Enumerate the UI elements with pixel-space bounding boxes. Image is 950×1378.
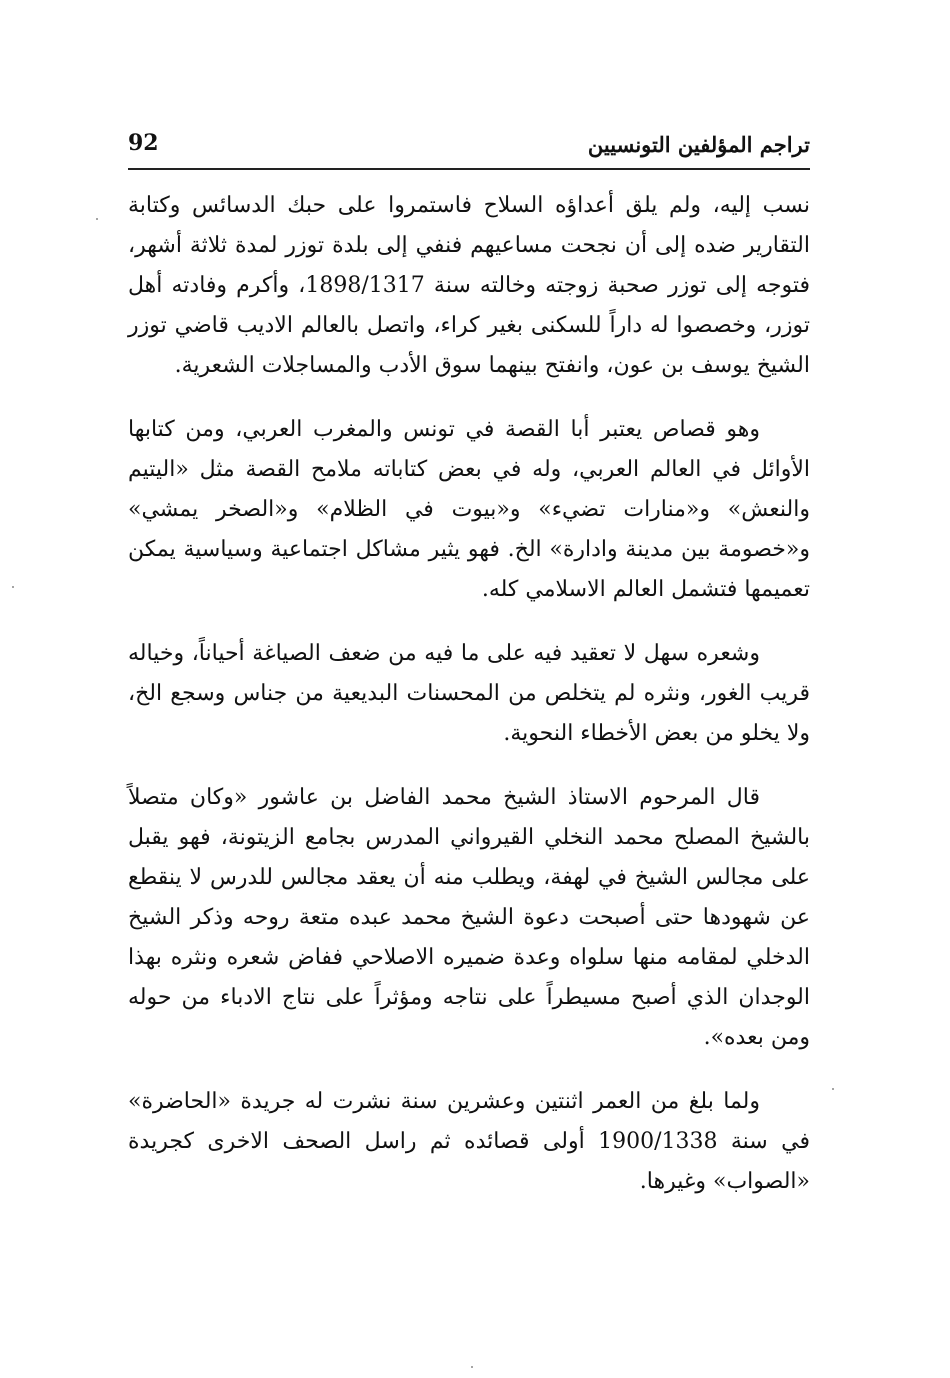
scan-speck (832, 1088, 834, 1090)
body-text (128, 186, 810, 1202)
paragraph-4: قال المرحوم الاستاذ الشيخ محمد الفاضل بن عاشور «وكان متصلاً بالشيخ المصلح محمد النخلي القيرواني المدرس بجامع الزيتونة، فهو يقبل على مجالس الشيخ في لهفة، ويطلب منه أن يعقد مجالس للدرس لا ينقطع عن شهودها حتى أصبحت دعوة الشيخ محمد عبده متعة روحه وذكر الشيخ الدخلي لمقامه منها سلواه وعدة ضميره الاصلاحي ففاض شعره ونثره بهذا الوجدان الذي أصبح مسيطراً على نتاجه ومؤثراً على نتاج الادباء من حوله ومن بعده». (128, 785, 810, 1050)
paragraph-2: وهو قصاص يعتبر أبا القصة في تونس والمغرب العربي، ومن كتابها الأوائل في العالم العربي، وله في بعض كتاباته ملامح القصة مثل «اليتيم والنعش» و«منارات تضيء» و«بيوت في الظلام» و«الصخر يمشي» و«خصومة بين مدينة وادارة» الخ. فهو يثير مشاكل اجتماعية وسياسية يمكن تعميمها فتشمل العالم الاسلامي كله. (128, 417, 810, 602)
running-title: تراجم المؤلفين التونسيين (587, 132, 810, 157)
scan-speck (96, 218, 98, 220)
scan-speck (12, 586, 14, 588)
page-number: 92 (128, 130, 159, 156)
paragraph-5: ولما بلغ من العمر اثنتين وعشرين سنة نشرت له جريدة «الحاضرة» في سنة 1900/1338 أولى قصائده ثم راسل الصحف الاخرى كجريدة «الصواب» وغيرها. (128, 1089, 810, 1194)
header-rule (128, 168, 810, 170)
paragraph-1: نسب إليه، ولم يلق أعداؤه السلاح فاستمروا على حبك الدسائس وكتابة التقارير ضده إلى أن نجحت مساعيهم فنفي إلى بلدة توزر لمدة ثلاثة أشهر، فتوجه إلى توزر صحبة زوجته وخالته سنة 1898/1317، وأكرم وفادته أهل توزر، وخصصوا له داراً للسكنى بغير كراء، واتصل بالعالم الاديب قاضي توزر الشيخ يوسف بن عون، وانفتح بينهما سوق الأدب والمساجلات الشعرية. (128, 193, 810, 378)
running-head (128, 128, 810, 164)
paragraph-3: وشعره سهل لا تعقيد فيه على ما فيه من ضعف الصياغة أحياناً، وخياله قريب الغور، ونثره لم يتخلص من المحسنات البديعية من جناس وسجع الخ، ولا يخلو من بعض الأخطاء النحوية. (128, 641, 810, 746)
scan-speck (471, 1366, 473, 1368)
